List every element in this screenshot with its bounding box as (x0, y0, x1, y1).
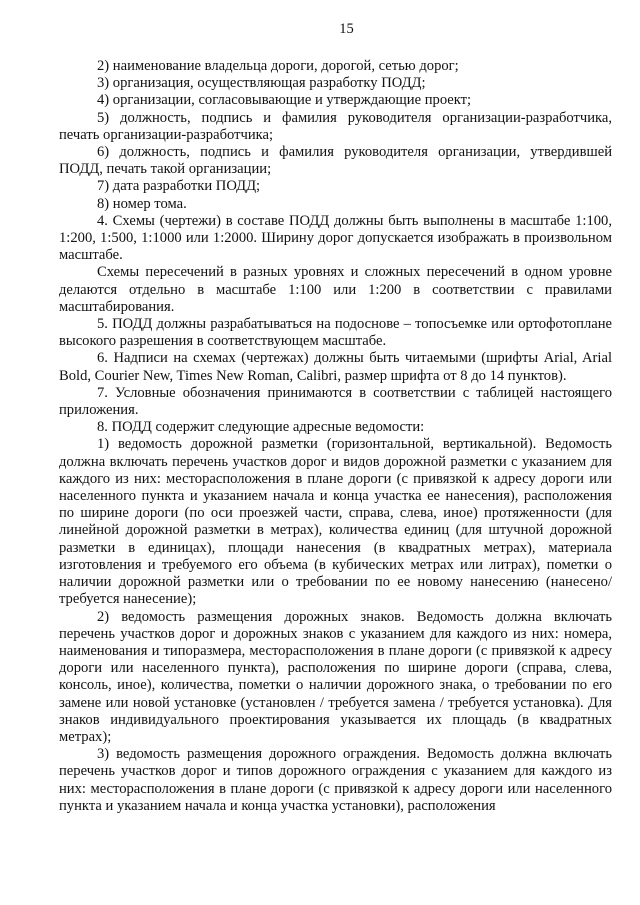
paragraph-section-7-symbols: 7. Условные обозначения принимаются в соответствии с таблицей настоящего приложения. (59, 384, 612, 419)
paragraph-section-5-base: 5. ПОДД должны разрабатываться на подоснове – топосъемке или ортофотоплане высокого разрешения в соответствующем масштабе. (59, 316, 612, 350)
paragraph-statement-1-markings: 1) ведомость дорожной разметки (горизонтальной, вертикальной). Ведомость должна включать перечень участков дорог и видов дорожной разметки с указанием для каждого из них: месторасположения в плане дороги (с привязкой к адресу дороги или населенного пункта и указанием начала и конца участка ее нанесения), расположения по ширине дороги (по оси проезжей части, справа, слева, иное) протяженности (для линейной дорожной разметки в метрах), количества единиц (для штучной дорожной разметки в единицах), площади нанесения (в квадратных метрах), материала изготовления и требуемого его объема (в кубических метрах или литрах), пометки о наличии дорожной разметки или о требовании по ее новому нанесению (нанесено/ требуется нанесение); (59, 436, 612, 608)
paragraph-statement-2-signs: 2) ведомость размещения дорожных знаков. Ведомость должна включать перечень участков дорог и дорожных знаков с указанием для каждого из них: номера, наименования и типоразмера, месторасположения в плане дороги (с привязкой к адресу дороги или населенного пункта), расположения по ширине дороги (справа, слева, консоль, иное), количества, пометки о наличии дорожного знака, о требовании по его замене или новой установке (установлен / требуется замена / требуется установка). Для знаков индивидуального проектирования указывается их площадь (в квадратных метрах); (59, 608, 612, 745)
paragraph-section-6-fonts: 6. Надписи на схемах (чертежах) должны быть читаемыми (шрифты Arial, Arial Bold, Courier New, Times New Roman, Calibri, размер шрифта от 8 до 14 пунктов). (59, 350, 612, 384)
paragraph-item-7-date: 7) дата разработки ПОДД; (97, 178, 261, 195)
paragraph-item-2-owner: 2) наименование владельца дороги, дорогой, сетью дорог; (97, 58, 459, 74)
paragraph-item-6-approver-head: 6) должность, подпись и фамилия руководителя организации, утвердившей ПОДД, печать такой организации; (59, 144, 612, 178)
page-number: 15 (339, 21, 354, 37)
paragraph-item-8-volume: 8) номер тома. (97, 195, 187, 212)
paragraph-section-8-statements: 8. ПОДД содержит следующие адресные ведомости: (97, 419, 425, 436)
paragraph-section-4-intersections: Схемы пересечений в разных уровнях и сложных пересечений в одном уровне делаются отдельно в масштабе 1:100 или 1:200 в соответствии с правилами масштабирования. (59, 264, 612, 315)
paragraph-item-3-developer: 3) организация, осуществляющая разработку ПОДД; (97, 75, 426, 92)
paragraph-statement-3-barriers: 3) ведомость размещения дорожного ограждения. Ведомость должна включать перечень участков дорог и типов дорожного ограждения с указанием для каждого из них: месторасположения в плане дороги (с привязкой к адресу дороги или населенного пункта и указанием начала и конца участка установки), расположения (59, 746, 612, 814)
paragraph-item-5-developer-head: 5) должность, подпись и фамилия руководителя организации-разработчика, печать организации-разработчика; (59, 109, 612, 143)
paragraph-item-4-approvers: 4) организации, согласовывающие и утверждающие проект; (97, 92, 472, 109)
paragraph-section-4-scale: 4. Схемы (чертежи) в составе ПОДД должны быть выполнены в масштабе 1:100, 1:200, 1:500, 1:1000 или 1:2000. Ширину дорог допускается изображать в произвольном масштабе. (59, 212, 612, 264)
